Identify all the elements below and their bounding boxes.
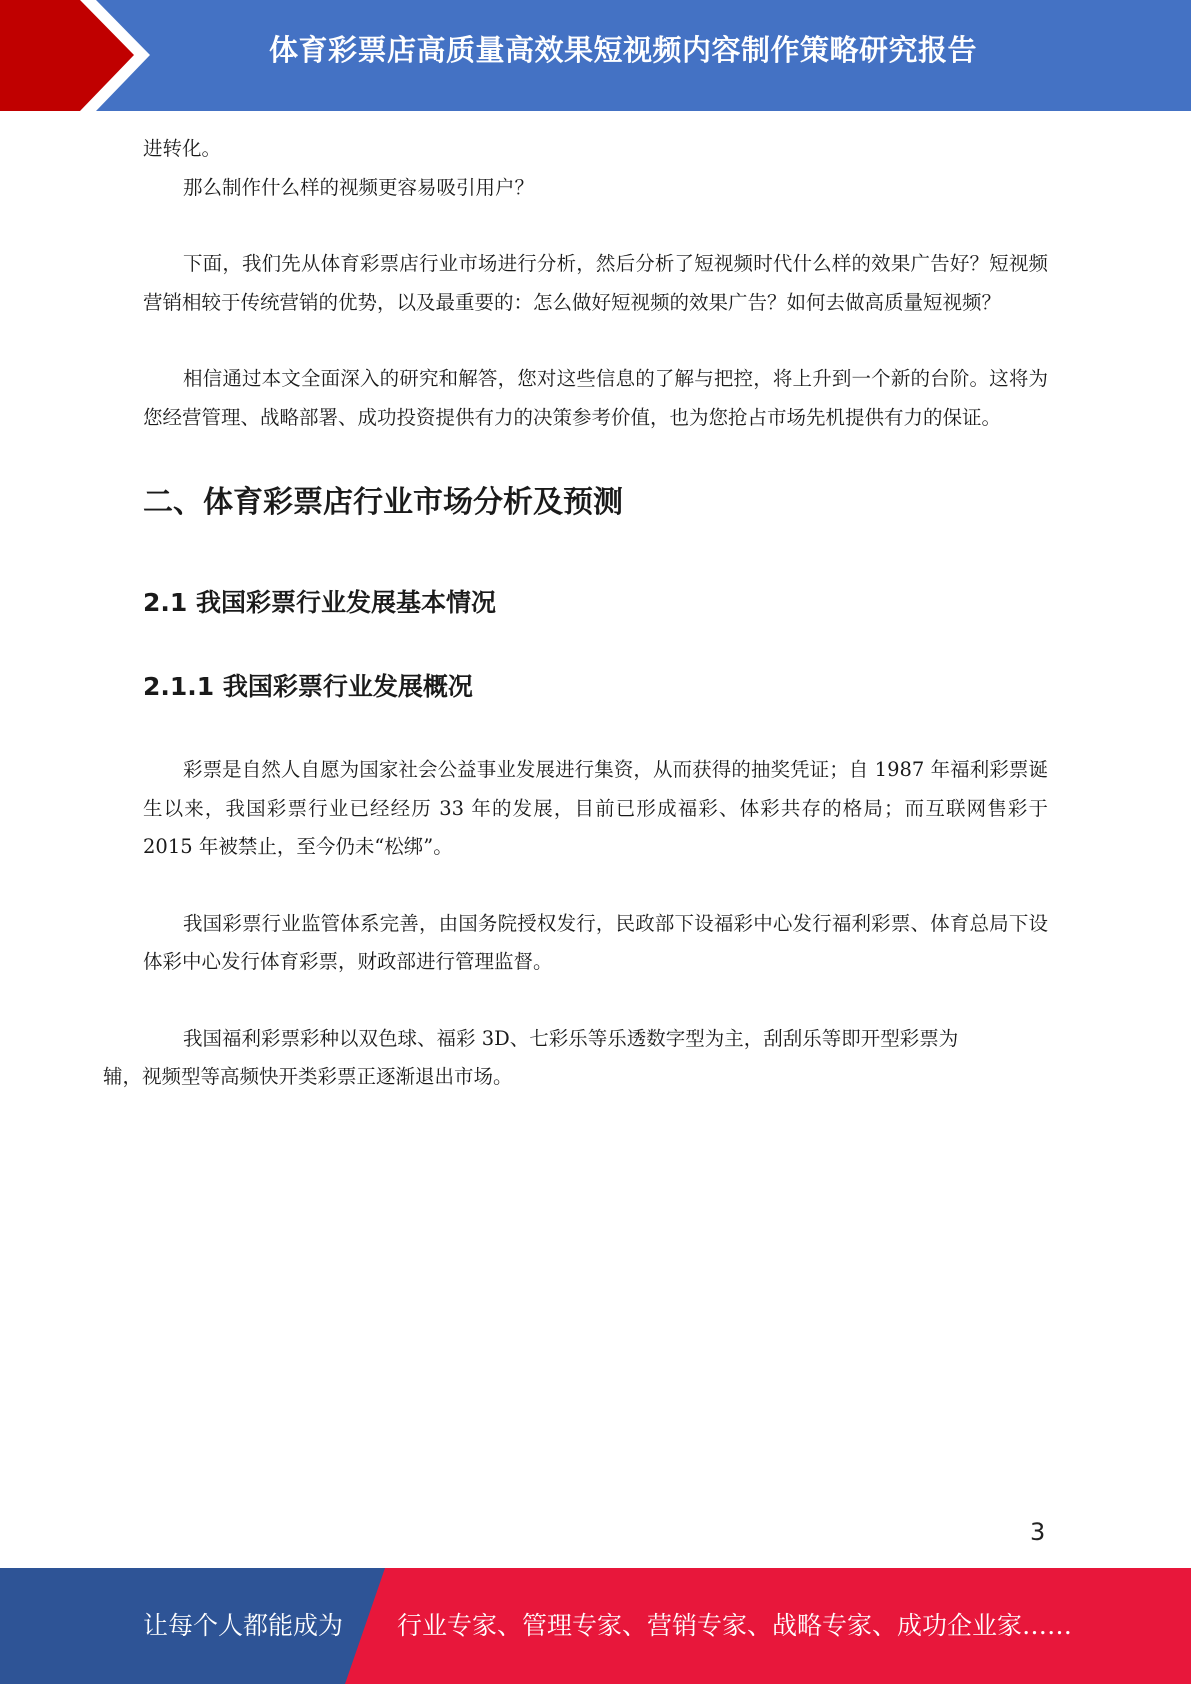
paragraph-lottery-types-line-2: 辅，视频型等高频快开类彩票正逐渐退出市场。 (103, 1065, 513, 1088)
page-header (0, 0, 1191, 111)
page-footer (0, 1568, 1191, 1684)
paragraph-lottery-types (103, 1020, 1048, 1097)
paragraph-value: 相信通过本文全面深入的研究和解答，您对这些信息的了解与把控，将上升到一个新的台阶。这将为您经营管理、战略部署、成功投资提供有力的决策参考价值，也为您抢占市场先机提供有力的保证。 (143, 367, 1048, 429)
paragraph-continuation: 进转化。 (143, 137, 222, 160)
section-heading: 二、体育彩票店行业市场分析及预测 (143, 485, 623, 520)
subsubsection-heading: 2.1.1 我国彩票行业发展概况 (143, 672, 473, 701)
paragraph-question: 那么制作什么样的视频更容易吸引用户？ (183, 175, 535, 199)
paragraph-lottery-types-line-1: 我国福利彩票彩种以双色球、福彩 3D、七彩乐等乐透数字型为主，刮刮乐等即开型彩票为 (183, 1026, 959, 1050)
paragraph-regulation: 我国彩票行业监管体系完善，由国务院授权发行，民政部下设福彩中心发行福利彩票、体育总局下设体彩中心发行体育彩票，财政部进行管理监督。 (143, 911, 1048, 973)
document-title: 体育彩票店高质量高效果短视频内容制作策略研究报告 (268, 33, 977, 67)
footer-slogan-left: 让每个人都能成为 (143, 1611, 344, 1640)
subsection-heading: 2.1 我国彩票行业发展基本情况 (143, 588, 496, 617)
document-body (103, 130, 1048, 1097)
paragraph-lottery-definition: 彩票是自然人自愿为国家社会公益事业发展进行集资，从而获得的抽奖凭证；自 1987 年福利彩票诞生以来，我国彩票行业已经经历 33 年的发展，目前已形成福彩、体彩共存的格局；而互联网售彩于 2015 年被禁止，至今仍未“松绑”。 (143, 758, 1048, 858)
paragraph-intro: 下面，我们先从体育彩票店行业市场进行分析，然后分析了短视频时代什么样的效果广告好？短视频营销相较于传统营销的优势，以及最重要的：怎么做好短视频的效果广告？如何去做高质量短视频？ (143, 252, 1048, 314)
page-number: 3 (1030, 1518, 1046, 1546)
footer-slogan-right: 行业专家、管理专家、营销专家、战略专家、成功企业家…… (397, 1611, 1073, 1640)
